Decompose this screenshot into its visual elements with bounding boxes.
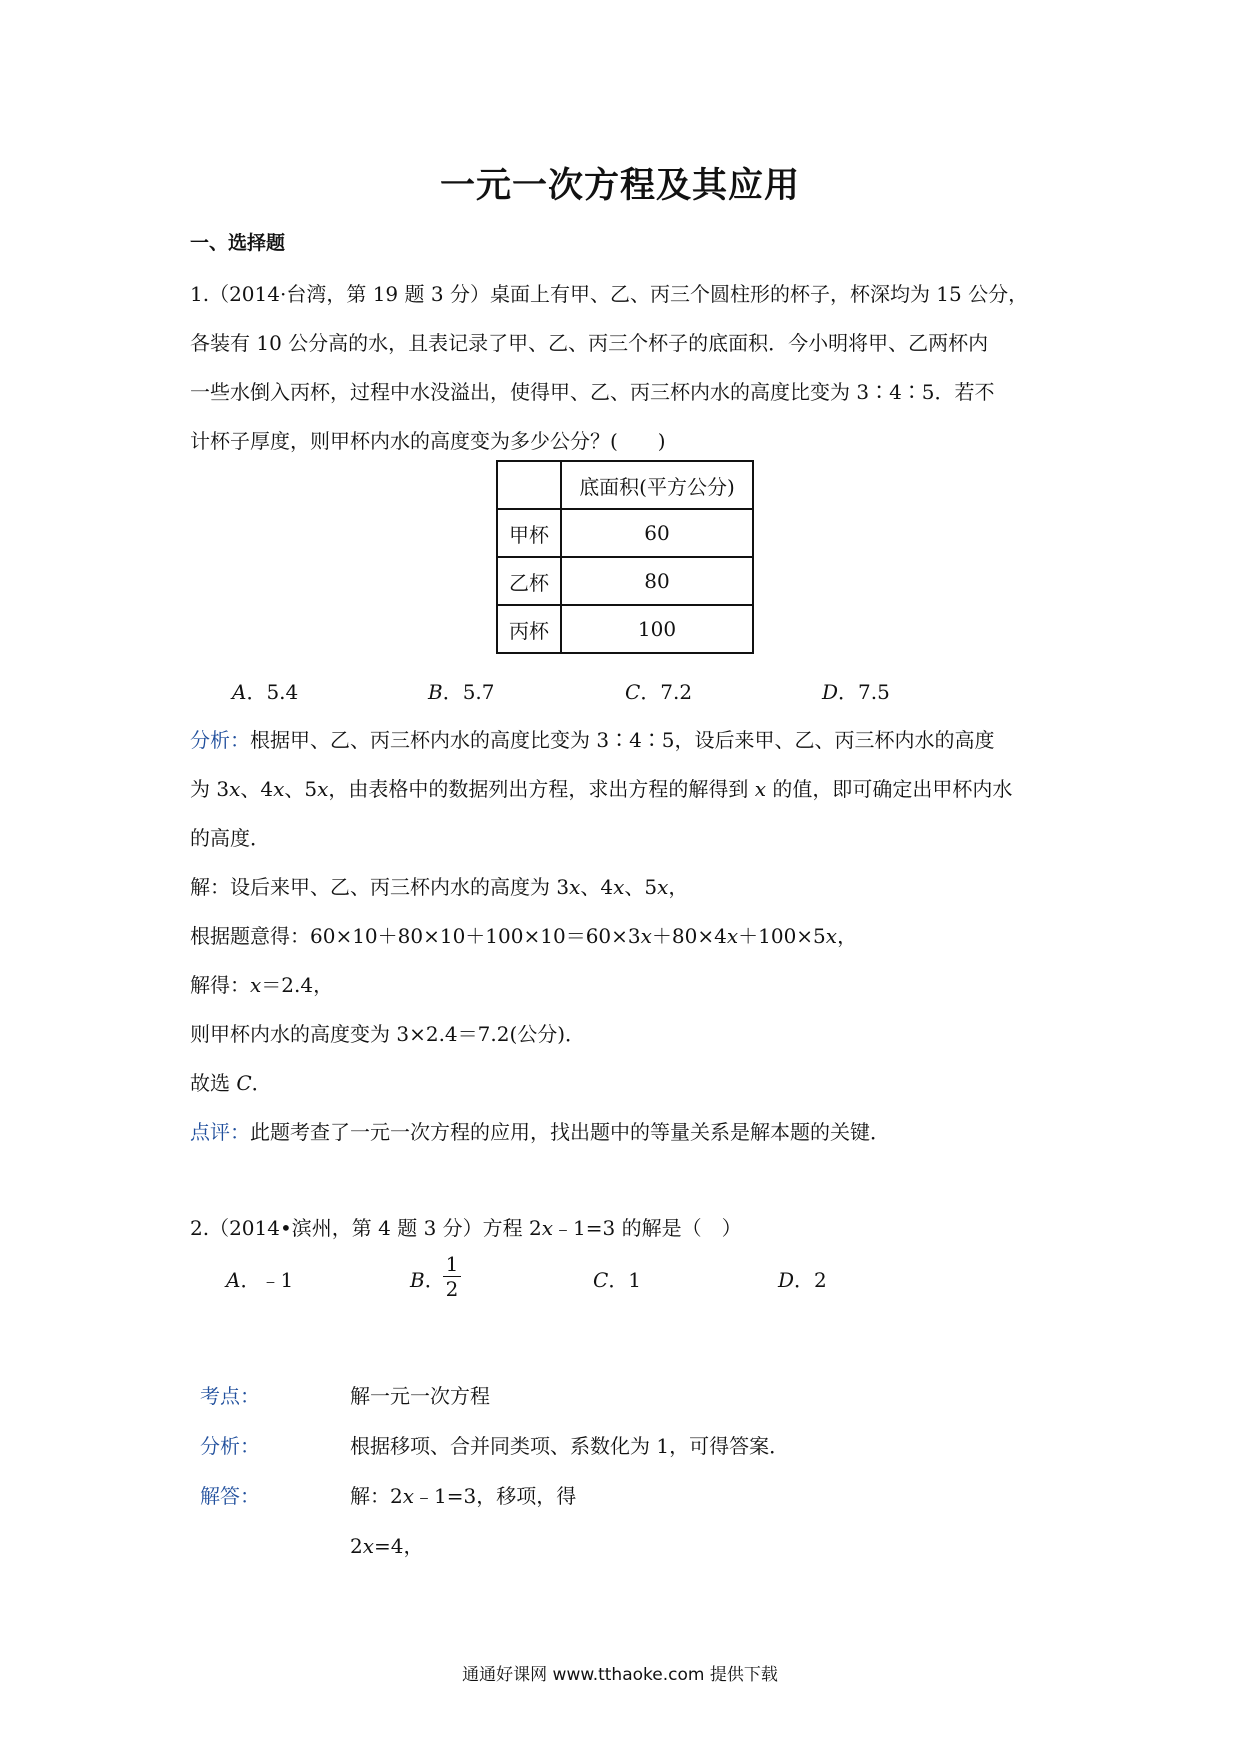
q1-option-c: C．7.2	[625, 680, 693, 704]
table-row	[497, 461, 753, 509]
q1-stem-line-2: 各装有 10 公分高的水，且表记录了甲、乙、丙三个杯子的底面积．今小明将甲、乙两杯内	[190, 331, 989, 355]
q2-option-b: B．	[410, 1268, 445, 1292]
table-cell: 甲杯	[497, 509, 561, 557]
page-footer: 通通好课网 www.tthaoke.com 提供下载	[462, 1665, 778, 1685]
jieda-step: 2x=4，	[350, 1534, 424, 1558]
q1-option-a: A．5.4	[232, 680, 299, 704]
q2-option-d: D．2	[778, 1268, 827, 1292]
table-row	[497, 509, 753, 557]
base-area-table	[496, 460, 754, 654]
q2-option-a: A．﹣1	[226, 1268, 294, 1292]
table-cell	[497, 461, 561, 509]
q1-analysis-line-2: 为 3x、4x、5x，由表格中的数据列出方程，求出方程的解得到 x 的值，即可确定出甲杯内水	[190, 777, 1013, 801]
q1-solution-line-4: 则甲杯内水的高度变为 3×2.4＝7.2(公分)．	[190, 1022, 586, 1046]
table-row	[497, 605, 753, 653]
q1-stem-line-3: 一些水倒入丙杯，过程中水没溢出，使得甲、乙、丙三杯内水的高度比变为 3∶4∶5．若不	[190, 380, 995, 404]
table-header-cell: 底面积(平方公分)	[561, 461, 753, 509]
q1-option-d: D．7.5	[822, 680, 890, 704]
section-heading: 一、选择题	[190, 232, 286, 254]
q1-solution-line-2: 根据题意得：60×10＋80×10＋100×10＝60×3x＋80×4x＋100×5x，	[190, 924, 858, 948]
q1-stem-line-1: 1.（2014·台湾，第 19 题 3 分）桌面上有甲、乙、丙三个圆柱形的杯子，杯深均为 15 公分，	[190, 282, 1029, 306]
fenxi-label: 分析：	[200, 1434, 260, 1458]
q1-analysis: 分析：根据甲、乙、丙三杯内水的高度比变为 3∶4∶5，设后来甲、乙、丙三杯内水的高度	[190, 728, 995, 752]
kaodian-text: 解一元一次方程	[350, 1384, 490, 1408]
q1-solution-line-1: 解：设后来甲、乙、丙三杯内水的高度为 3x、4x、5x，	[190, 875, 689, 899]
analysis-label: 分析：	[190, 728, 250, 752]
q2-option-c: C．1	[593, 1268, 642, 1292]
q1-analysis-line-3: 的高度．	[190, 826, 270, 850]
table-cell: 100	[561, 605, 753, 653]
comment-label: 点评：	[190, 1120, 250, 1144]
q1-solution-line-5: 故选 C．	[190, 1071, 272, 1095]
jieda-text: 解：2x﹣1=3，移项，得	[350, 1484, 577, 1508]
q1-stem-line-4: 计杯子厚度，则甲杯内水的高度变为多少公分？( )	[190, 429, 666, 453]
jieda-label: 解答：	[200, 1484, 260, 1508]
q2-option-b-fraction: 1 2	[443, 1254, 461, 1299]
table-cell: 丙杯	[497, 605, 561, 653]
q1-option-b: B．5.7	[428, 680, 495, 704]
table-row	[497, 557, 753, 605]
q1-solution-line-3: 解得：x＝2.4，	[190, 973, 334, 997]
q1-comment: 点评：此题考查了一元一次方程的应用，找出题中的等量关系是解本题的关键．	[190, 1120, 890, 1144]
q2-stem: 2.（2014•滨州，第 4 题 3 分）方程 2x﹣1=3 的解是（ ）	[190, 1216, 742, 1240]
kaodian-label: 考点：	[200, 1384, 260, 1408]
fenxi-text: 根据移项、合并同类项、系数化为 1，可得答案．	[350, 1434, 790, 1458]
table-cell: 60	[561, 509, 753, 557]
table-cell: 80	[561, 557, 753, 605]
table-cell: 乙杯	[497, 557, 561, 605]
document-title: 一元一次方程及其应用	[439, 166, 800, 206]
